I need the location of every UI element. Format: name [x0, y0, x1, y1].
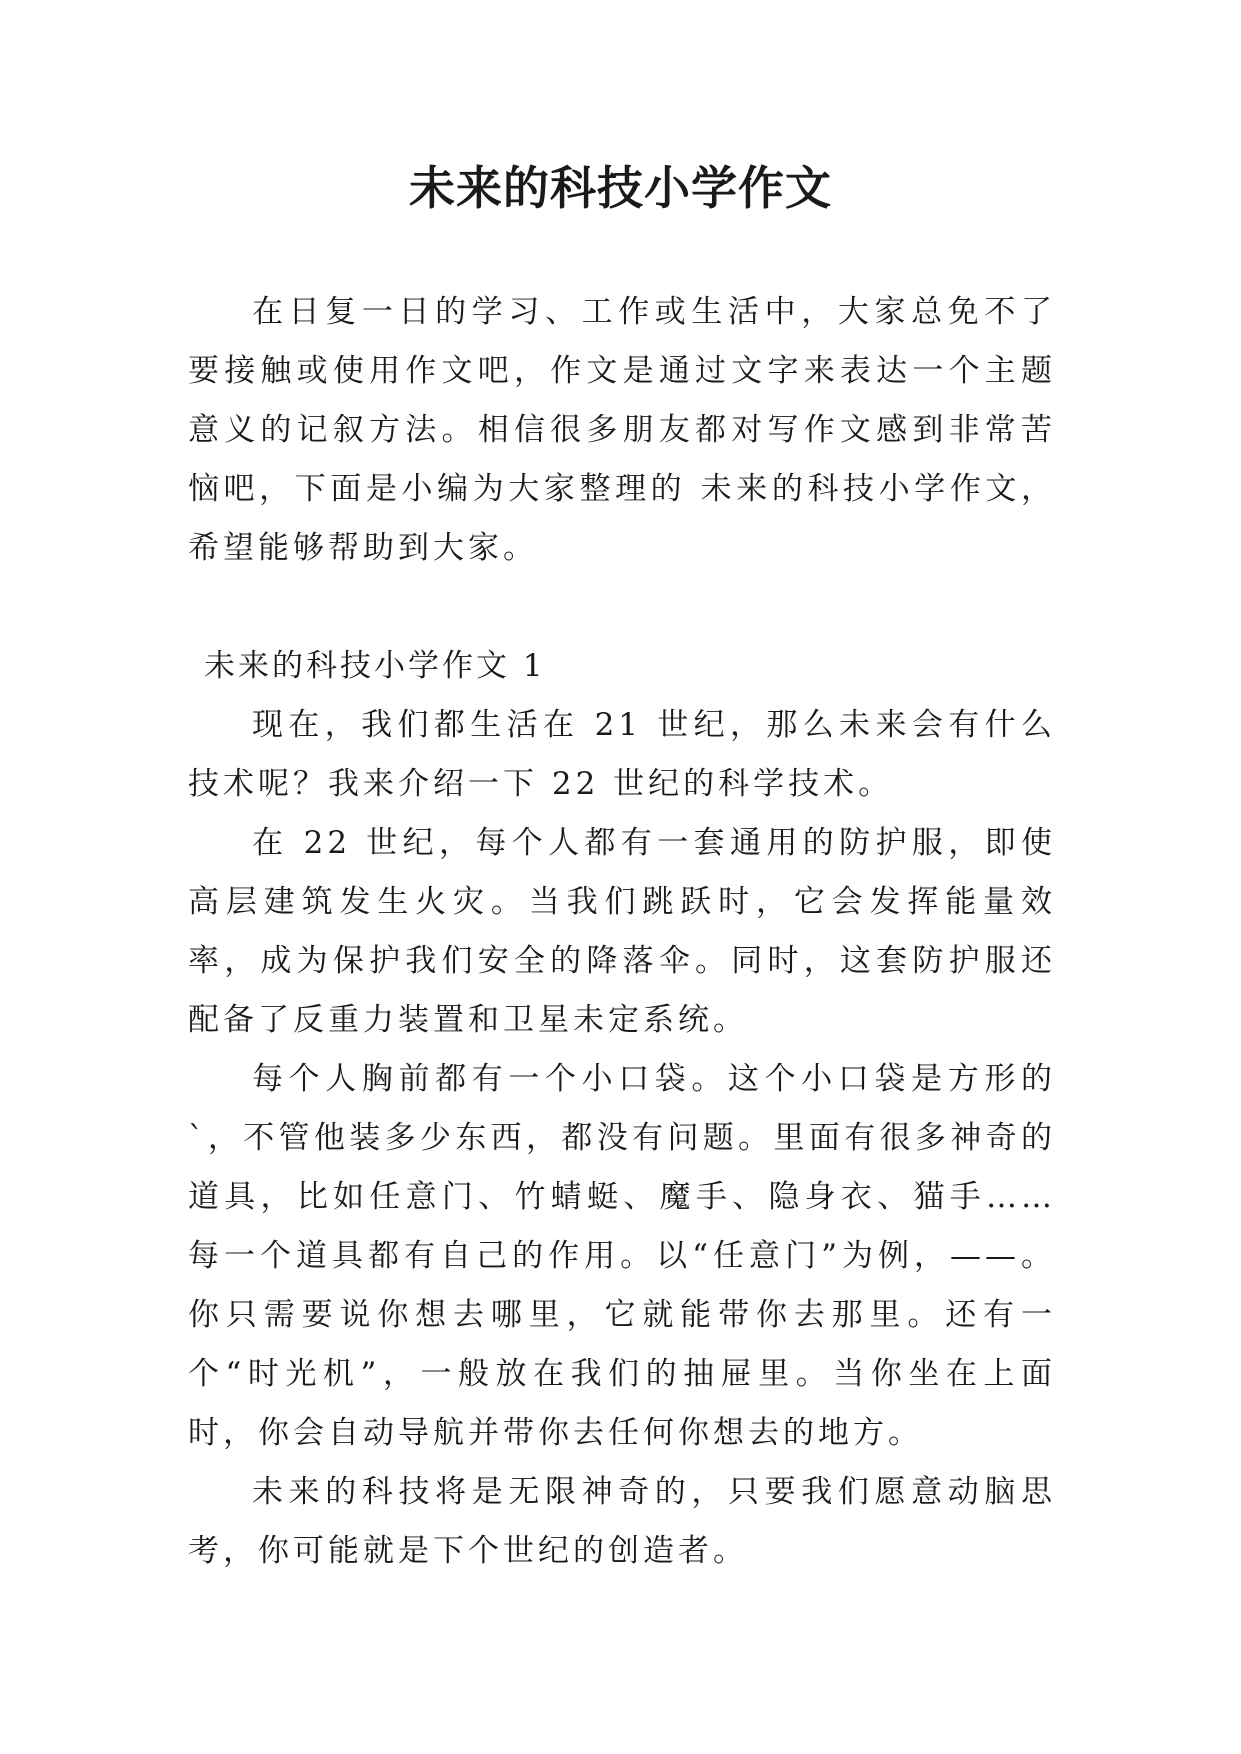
document-body — [188, 283, 1056, 1581]
essay-paragraph-4: 未来的科技将是无限神奇的，只要我们愿意动脑思考，你可能就是下个世纪的创造者。 — [188, 1474, 1056, 1569]
essay-paragraph-1: 现在，我们都生活在 21 世纪，那么未来会有什么技术呢？我来介绍一下 22 世纪的科学技术。 — [188, 707, 1056, 802]
section-heading: 未来的科技小学作文 1 — [204, 648, 546, 684]
section-spacer — [188, 578, 1056, 637]
essay-paragraph-3: 每个人胸前都有一个小口袋。这个小口袋是方形的`，不管他装多少东西，都没有问题。里面有很多神奇的道具，比如任意门、竹蜻蜓、魔手、隐身衣、猫手……每一个道具都有自己的作用。以“任意门”为例，——。你只需要说你想去哪里，它就能带你去那里。还有一个“时光机”，一般放在我们的抽屉里。当你坐在上面时，你会自动导航并带你去任何你想去的地方。 — [188, 1061, 1056, 1451]
document-title: 未来的科技小学作文 — [409, 161, 832, 215]
intro-paragraph: 在日复一日的学习、工作或生活中，大家总免不了要接触或使用作文吧，作文是通过文字来表达一个主题意义的记叙方法。相信很多朋友都对写作文感到非常苦恼吧，下面是小编为大家整理的 未来的科技小学作文，希望能够帮助到大家。 — [188, 294, 1056, 566]
essay-paragraph-2: 在 22 世纪，每个人都有一套通用的防护服，即使高层建筑发生火灾。当我们跳跃时，它会发挥能量效率，成为保护我们安全的降落伞。同时，这套防护服还配备了反重力装置和卫星未定系统。 — [188, 825, 1056, 1038]
